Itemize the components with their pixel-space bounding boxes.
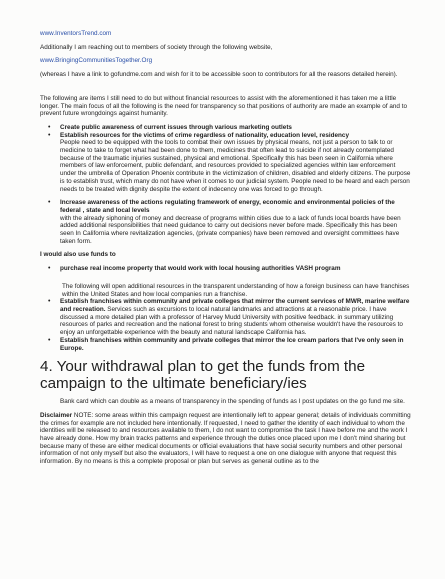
bank-card-text: Bank card which can double as a means of transparency in the spending of funds as I post updates on the go fund me site. [60,398,405,406]
bullet-title: Establish resources for the victims of crime regardless of nationality, education level, residency [60,131,349,139]
disclaimer-paragraph [40,412,412,466]
bullet-title: Create public awareness of current issues through various marketing outlets [60,123,292,131]
additional-resources-text: The following will open additional resources in the transparent understanding of how a foreign business can have franchises within the United States and how local companies run a franchise. [62,282,410,298]
document-body [40,30,412,466]
bullet-title: Increase awareness of the actions regulating framework of energy, economic and environmental policies of the federal , state and local levels [60,199,395,214]
bullet-list-funds [40,265,412,273]
bullet-text: Services such as excursions to local natural landmarks and attractions at a reasonable price. I have discussed a more detailed plan with a professor of Harvey Mudd University with positive feedback. in summary utilizing resources of parks and recreation and the national forest to bring students whom otherwise wouldn't have the resources to enjoy an unforgettable experience with the beauty and natural landscape California has. [60,305,403,337]
list-item [40,265,412,273]
disclaimer-text: NOTE: some areas within this campaign request are intentionally left to appear general; details of individuals committing the crimes for example are not included here intentionally. If requested, I need to gather the identity of each individual to whom the identities will be released to and resources available to them, I do not want to compromise the task I have before me and the work I have already done. How my brain tracks patterns and experience through the duties once placed upon me I don't mind sharing but because many of these are either medical documents or official evaluations that have social security numbers and other personal information of not only myself but also the evaluators, I will have to request a one on one dialogue with anyone that request this information. By no means is this a complete proposal or plan but serves as general outline as to the [40,411,411,466]
bullet-title: Establish franchises within community and private colleges that mirror the Ice cream parlors that I've only seen in Europe. [60,336,404,352]
bullet-title: purchase real income property that would work with local housing authorities VASH program [60,265,341,273]
disclaimer-label: Disclaimer [40,411,73,419]
gofundme-note: (whereas I have a link to gofundme.com and wish for it to be accessible soon to contributors for all the reasons detailed herein). [40,71,398,79]
bullet-title: Establish franchises within community and private colleges that mirror the current services of MWR, marine welfare and recreation. [60,298,410,313]
bullet-text: People need to be equipped with the tools to combat their own issues by physical means, not just a person to talk to or medicine to take to forget what had been done to them, medicines that often lead to suicide if not already contemplated because of the traumatic injuries sustained, physical and emotional. Specifically this has been seen in California where members of law enforcement, public defendant, and resources provided to specialized agencies within law enforcement under the umbrella of Operation Phoenix contribute in the victimization of children, disabled and elderly citizens. The purpose is to establish trust, which many do not have when it comes to our judicial system. People need to be heard and each person needs to be treated with dignity despite the extent of indecency one was forced to go through. [60,139,411,193]
funds-heading: I would also use funds to [40,251,116,259]
items-intro-paragraph: The following are items I still need to do but without financial resources to assist with the aforementioned it has taken me a little longer. The main focus of all the following is the need for transparency so that positions of authority are made an example of and to prevent future wrongdoings against humanity. [40,94,407,118]
bullet-text: with the already siphoning of money and decrease of programs within cities due to a lack of funds local boards have been added additional responsibilities that need guidance to carry out decisions never before made. Specifically this has been seen In California where revitalization agencies, (private companies) have been removed and oversight committees have taken form. [60,214,401,245]
bullet-list-goals [40,124,412,246]
list-item [40,199,412,245]
list-item [40,298,412,337]
section-heading: 4. Your withdrawal plan to get the funds from the campaign to the ultimate beneficiary/ies [40,358,366,393]
bullet-list-franchises [40,298,412,352]
reaching-out-text: Additionally I am reaching out to members of society through the following website, [40,43,273,51]
list-item [40,132,412,194]
inventors-trend-link[interactable]: www.InventorsTrend.com [40,30,112,37]
list-item [40,337,412,352]
bringing-communities-link[interactable]: www.BringingCommunitiesTogether.Org [40,57,153,65]
list-item [40,124,412,132]
